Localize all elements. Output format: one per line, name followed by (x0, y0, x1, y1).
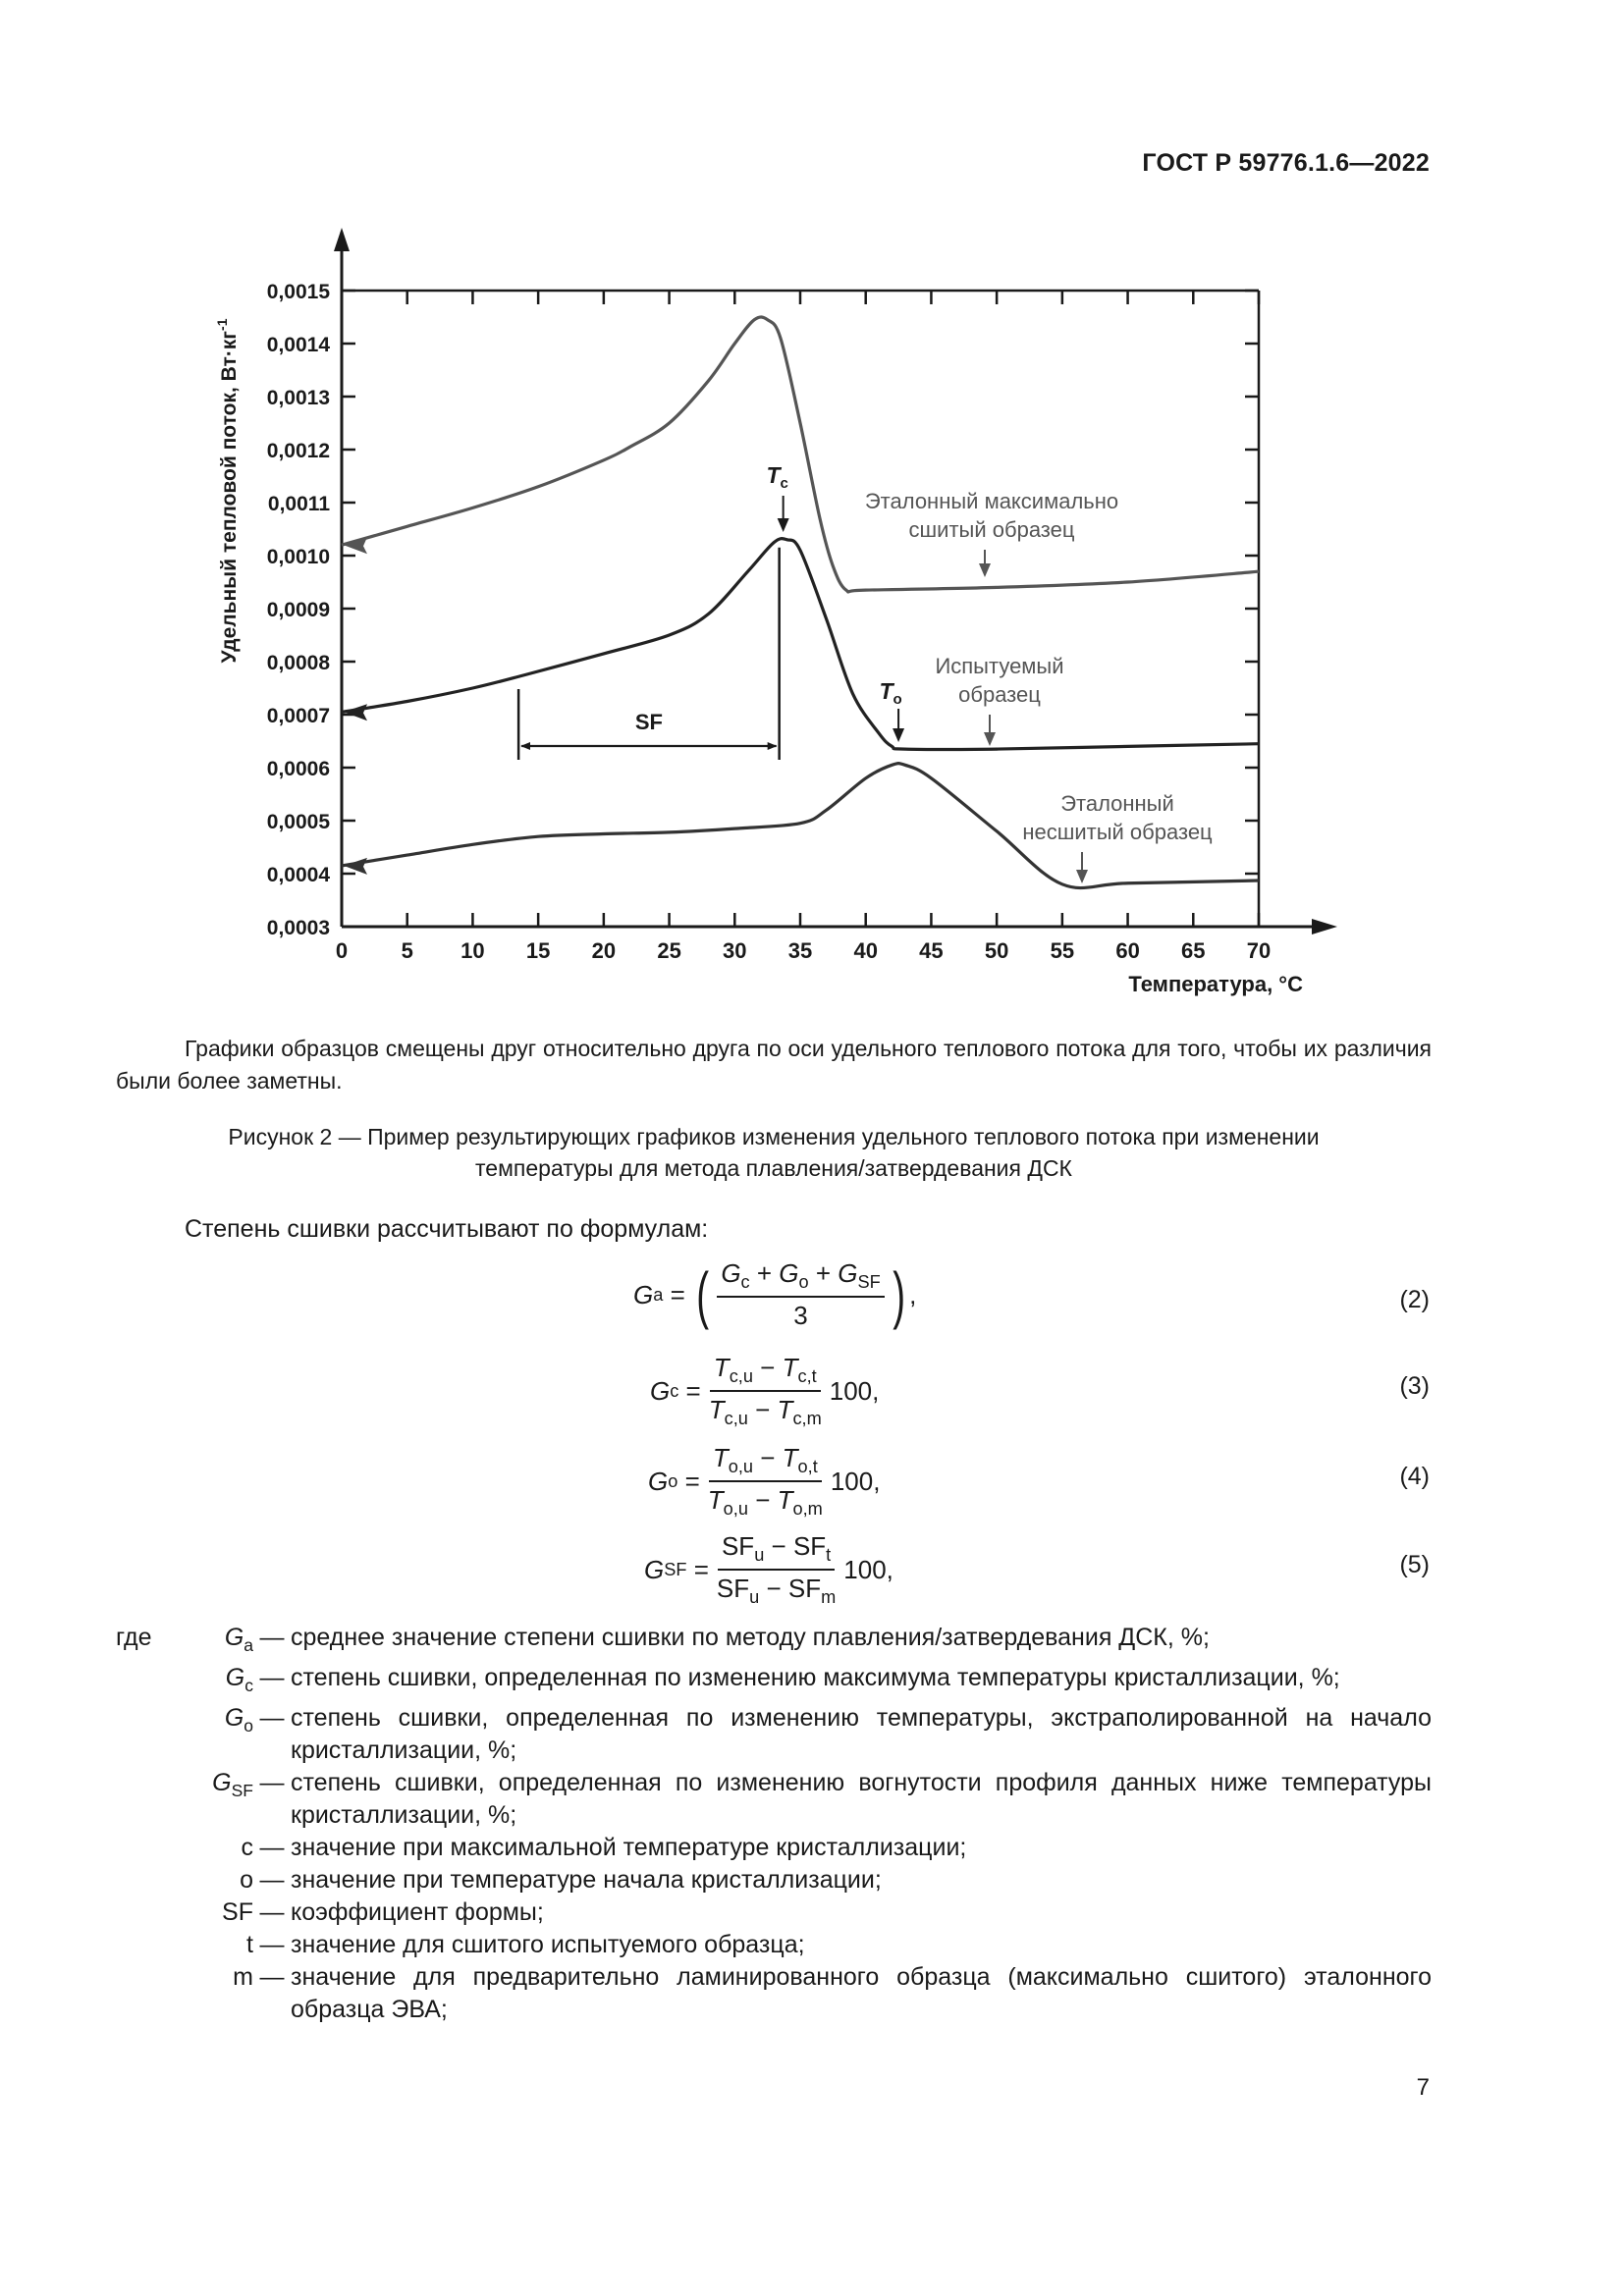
definition-symbol: SF (222, 1898, 253, 1926)
equation-5-number: (5) (1399, 1551, 1430, 1578)
definition-row (116, 1622, 1432, 1662)
definition-row (116, 1896, 1432, 1929)
x-tick-label: 50 (984, 938, 1009, 963)
definition-dash: — (259, 1866, 285, 1894)
dsc-chart (0, 0, 1624, 1021)
definition-row (116, 1961, 1432, 2026)
definition-text: степень сшивки, определенная по изменению температуры, экстраполированной на начало кристаллизации, %; (291, 1704, 1432, 1764)
x-tick-label: 5 (401, 938, 413, 963)
caption-line-1: Рисунок 2 — Пример результирующих графиков изменения удельного теплового потока при изменении (228, 1124, 1320, 1149)
equation-2-number: (2) (1399, 1286, 1430, 1313)
formulas-intro: Степень сшивки рассчитывают по формулам: (185, 1215, 709, 1243)
document-header: ГОСТ Р 59776.1.6—2022 (1142, 149, 1430, 177)
definition-lead (116, 1929, 175, 1961)
definitions-list (116, 1622, 1432, 2026)
x-tick-label: 35 (787, 938, 813, 963)
equation-4-number: (4) (1399, 1463, 1430, 1490)
definition-dash: — (259, 1664, 285, 1691)
definition-symbol: t (246, 1931, 253, 1958)
definition-symbol: $G_o$ (224, 1704, 253, 1735)
equation-3-factor: 100, (829, 1375, 880, 1406)
definition-text: значение для сшитого испытуемого образца; (291, 1931, 805, 1958)
definition-row (116, 1662, 1432, 1702)
definition-symbol: $G_a$ (224, 1624, 253, 1655)
x-tick-label: 45 (919, 938, 944, 963)
series-label-1: сшитый образец (908, 517, 1075, 542)
definition-lead (116, 1832, 175, 1864)
definition-text: степень сшивки, определенная по изменению вогнутости профиля данных ниже температуры кристаллизации, %; (291, 1769, 1432, 1829)
x-tick-label: 40 (853, 938, 878, 963)
y-tick-label: 0,0010 (266, 546, 330, 568)
figure-caption (116, 1121, 1432, 1184)
series-label-arrowhead-3 (1076, 870, 1088, 883)
caption-line-2: температуры для метода плавления/затвердевания ДСК (475, 1155, 1072, 1181)
definition-symbol: m (233, 1963, 253, 1991)
y-axis-title-sup: -1 (214, 318, 230, 331)
definition-dash: — (259, 1704, 285, 1732)
x-tick-label: 10 (460, 938, 485, 963)
definition-text: коэффициент формы; (291, 1898, 544, 1926)
definition-text: степень сшивки, определенная по изменению максимума температуры кристаллизации, %; (291, 1664, 1340, 1691)
definition-dash: — (259, 1834, 285, 1861)
to-label-sub: o (893, 691, 902, 708)
equation-3: G c = $\frac{T_{c,u} - T_{c,t}}{T_{c,u} - T_{c,m}}$ 100, (650, 1353, 880, 1429)
y-axis-title: Удельный тепловой поток, $Вт\cdot кг^{-1}$ (214, 318, 241, 664)
definition-text: среднее значение степени сшивки по методу плавления/затвердевания ДСК, %; (291, 1624, 1210, 1651)
series-label-arrowhead-1 (979, 563, 991, 577)
y-tick-label: 0,0014 (266, 334, 330, 356)
x-axis-arrowhead (1312, 919, 1337, 934)
x-tick-label: 55 (1050, 938, 1075, 963)
sf-label: SF (634, 710, 663, 734)
definition-row (116, 1929, 1432, 1961)
definition-row (116, 1702, 1432, 1767)
definition-text: значение при максимальной температуре кристаллизации; (291, 1834, 967, 1861)
series-start-arrow-3 (344, 858, 367, 875)
tc-arrowhead (778, 518, 789, 532)
equation-5: G SF = $\frac{SF_u - SF_t}{SF_u - SF_m}$ 100, (644, 1531, 893, 1608)
definition-lead (116, 1702, 175, 1767)
definition-dash: — (259, 1963, 285, 1991)
series-label-2: Испытуемый (935, 654, 1064, 678)
equation-5-factor: 100, (843, 1554, 893, 1584)
x-tick-label: 30 (723, 938, 747, 963)
x-tick-label: 15 (525, 938, 551, 963)
definition-lead (116, 1767, 175, 1832)
definition-symbol: o (240, 1866, 253, 1894)
definition-row (116, 1767, 1432, 1832)
to-label: $T_o$ (879, 678, 902, 708)
definition-row (116, 1864, 1432, 1896)
series-start-arrow-2 (344, 704, 367, 721)
definition-symbol: $G_c$ (225, 1664, 253, 1695)
x-tick-label: 20 (591, 938, 617, 963)
series-label-2: образец (958, 682, 1041, 707)
equation-3-number: (3) (1399, 1372, 1430, 1400)
series-label-3: Эталонный (1060, 791, 1174, 816)
y-tick-label: 0,0015 (266, 281, 330, 303)
y-tick-label: 0,0007 (266, 705, 330, 727)
y-tick-label: 0,0009 (266, 599, 330, 621)
definition-lead (116, 1896, 175, 1929)
x-tick-label: 60 (1115, 938, 1140, 963)
series-label-3: несшитый образец (1022, 820, 1213, 844)
y-tick-label: 0,0006 (266, 758, 330, 780)
definition-dash: — (259, 1624, 285, 1651)
definition-symbol: $G_{SF}$ (212, 1769, 253, 1800)
y-tick-label: 0,0004 (266, 864, 330, 886)
tc-label-sub: c (780, 475, 788, 492)
definition-text: значение для предварительно ламинированного образца (максимально сшитого) эталонного образца ЭВА; (291, 1963, 1432, 2023)
to-arrowhead (893, 728, 904, 742)
definition-symbol: c (241, 1834, 253, 1861)
y-tick-label: 0,0005 (266, 811, 330, 833)
y-tick-label: 0,0012 (266, 440, 330, 462)
definition-dash: — (259, 1931, 285, 1958)
y-tick-label: 0,0003 (266, 917, 330, 939)
x-tick-label: 65 (1181, 938, 1206, 963)
series-label-arrowhead-2 (984, 732, 996, 746)
definition-lead (116, 1864, 175, 1896)
y-tick-label: 0,0011 (267, 493, 330, 515)
tc-label: $T_c$ (766, 462, 788, 492)
figure-note: Графики образцов смещены друг относительно друга по оси удельного теплового потока для того, чтобы их различия были более заметны. (116, 1036, 1432, 1094)
series-label-1: Эталонный максимально (864, 489, 1119, 513)
y-axis-arrowhead (334, 228, 350, 251)
equation-2: G a = ( $\frac{G_c + G_o + G_{SF}}{3}$ ) , (633, 1258, 917, 1331)
definition-text: значение при температуре начала кристаллизации; (291, 1866, 882, 1894)
equation-4: G o = $\frac{T_{o,u} - T_{o,t}}{T_{o,u} - T_{o,m}}$ 100, (648, 1443, 881, 1520)
page-number: 7 (1416, 2074, 1430, 2101)
x-tick-label: 0 (335, 938, 349, 963)
x-axis-title: Температура, °С (1128, 972, 1303, 996)
equation-4-factor: 100, (830, 1466, 881, 1496)
y-tick-label: 0,0013 (266, 387, 330, 409)
definition-lead (116, 1961, 175, 2026)
definition-lead: где (116, 1624, 152, 1651)
series-line-2 (342, 539, 1259, 750)
x-tick-label: 25 (657, 938, 681, 963)
definition-dash: — (259, 1769, 285, 1796)
y-tick-label: 0,0008 (266, 652, 330, 674)
x-tick-label: 70 (1246, 938, 1272, 963)
definition-lead (116, 1662, 175, 1702)
definition-dash: — (259, 1898, 285, 1926)
definition-row (116, 1832, 1432, 1864)
